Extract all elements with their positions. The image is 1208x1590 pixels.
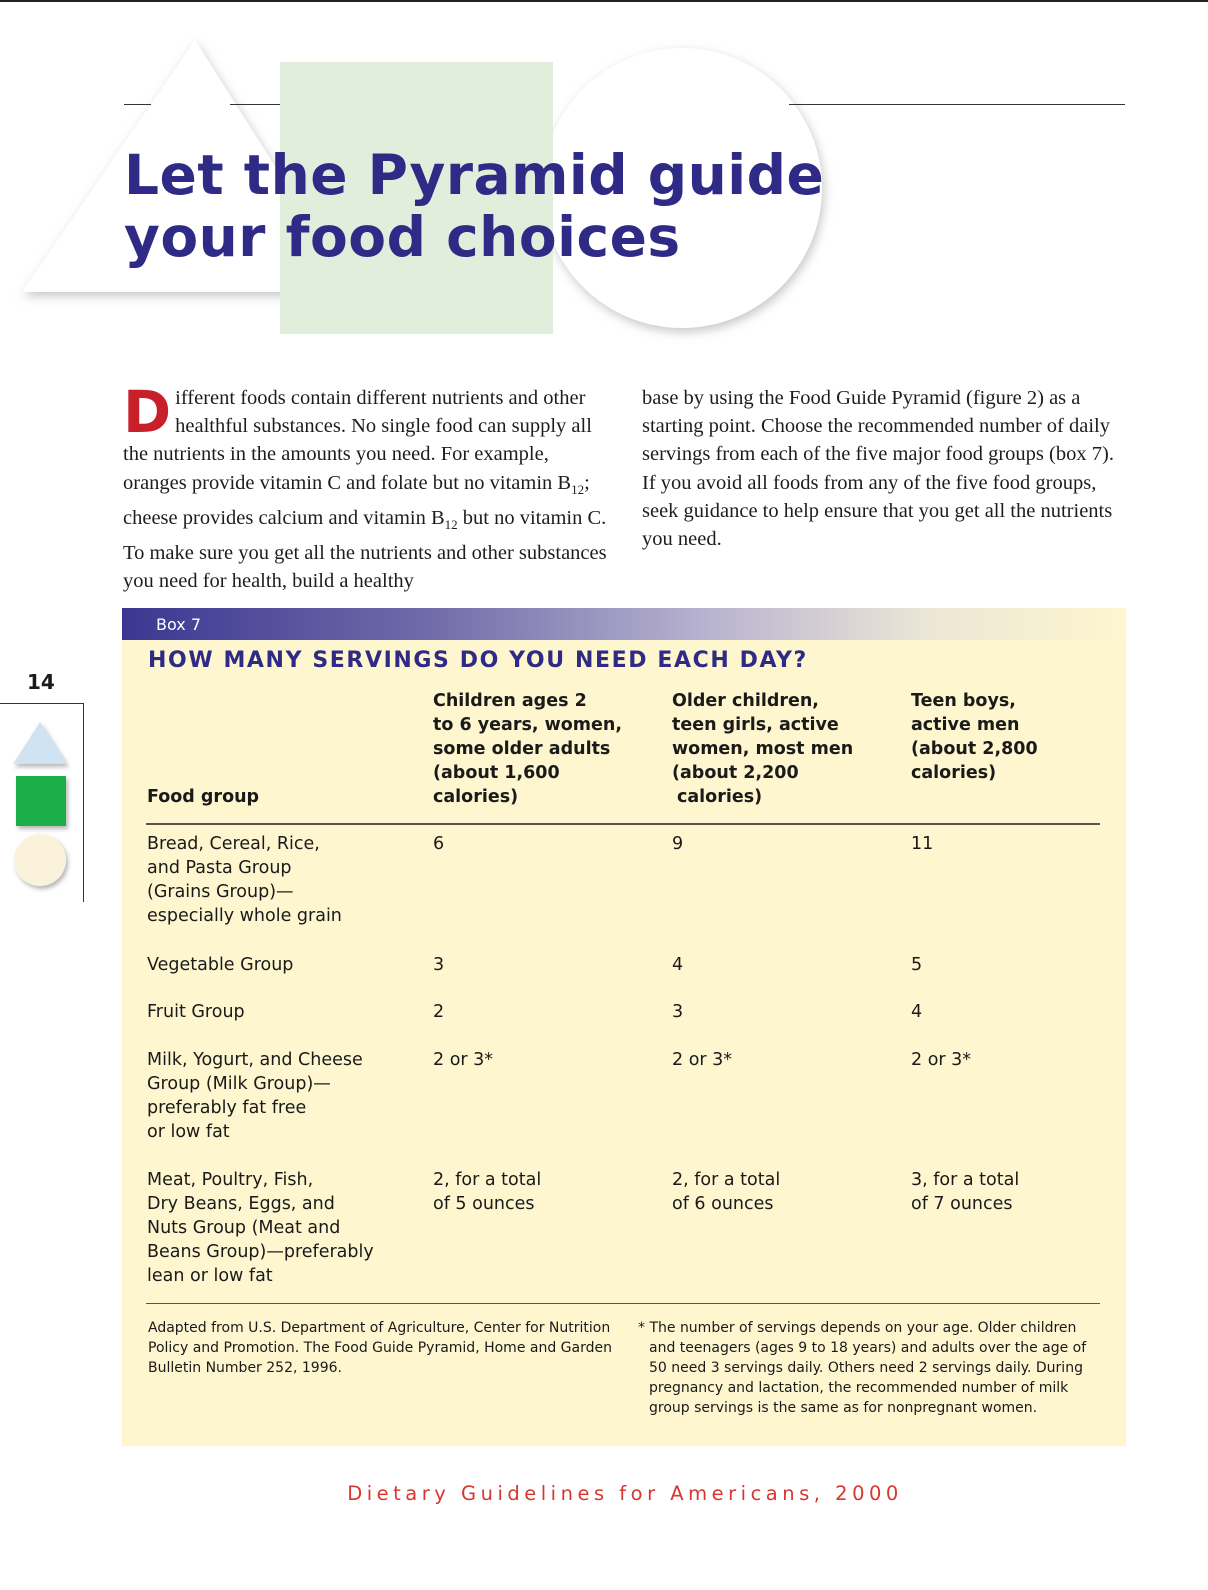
food-group-cell [147,1000,417,1024]
b12-letter: B [557,471,572,494]
servings-1600-cell [433,832,444,856]
box-label: Box 7 [156,615,202,634]
header-rule-right [789,104,1125,105]
food-group-line: lean or low fat [147,1266,273,1286]
header-2200-calories [672,689,853,809]
servings-value: 6 [433,834,445,854]
servings-2800-cell [911,832,933,856]
food-group-cell [147,1048,417,1144]
servings-1600-cell [433,1168,541,1216]
servings-value: 3 [433,955,445,975]
servings-2800-cell [911,953,922,977]
servings-value: 2 or 3* [433,1050,494,1070]
food-group-line: Milk, Yogurt, and Cheese [147,1050,363,1070]
title-line-1: Let the Pyramid guide [124,143,825,207]
food-group-cell [147,1168,417,1288]
food-group-line: Vegetable Group [147,955,294,975]
intro-text-2: ; cheese provides calcium and vitamin [123,471,590,529]
food-group-cell [147,953,417,977]
servings-value: 3 [672,1002,684,1022]
header-line: (about 2,800 [911,739,1038,759]
servings-1600-cell [433,953,444,977]
food-group-line: Beans Group)—preferably [147,1242,374,1262]
page-title [124,144,824,268]
header-line: Teen boys, [911,691,1016,711]
servings-value: 2 or 3* [672,1050,733,1070]
servings-value: 2 or 3* [911,1050,972,1070]
box-heading: HOW MANY SERVINGS DO YOU NEED EACH DAY? [148,648,808,673]
header-1600-calories [433,689,622,809]
title-line-2: your food choices [124,205,681,269]
header-line: calories) [911,763,997,783]
food-group-line: Dry Beans, Eggs, and [147,1194,335,1214]
servings-1600-cell [433,1048,493,1072]
footnote-text: * The number of servings depends on your age. Older children and teenagers (ages 9 to 18 years) and adults over the age of 50 need 3 servings daily. Others need 2 servings daily. During pregnancy and lactation, the recommended number of milk group servings is the same as for nonpregnant women. [638,1320,1087,1416]
food-group-line: or low fat [147,1122,230,1142]
intro-text-3: but no vitamin C. To make sure you get all the nutrients and other substances you need for health, build a healthy [123,506,607,593]
header-line: to 6 years, women, [433,715,623,735]
page-number: 14 [27,670,55,694]
b12-subscript-2: 12 [444,517,458,532]
food-group-line: preferably fat free [147,1098,307,1118]
servings-value: of 7 ounces [911,1194,1013,1214]
food-group-line: Meat, Poultry, Fish, [147,1170,314,1190]
header-2800-calories [911,689,1038,785]
servings-value: 2, for a total [672,1170,781,1190]
header-line: (about 2,200 [672,763,799,783]
header-line: calories) [677,787,763,807]
servings-2200-cell [672,1000,683,1024]
servings-value: 9 [672,834,684,854]
servings-value: 11 [911,834,934,854]
servings-value: of 6 ounces [672,1194,774,1214]
circle-icon [14,834,66,886]
servings-value: 2, for a total [433,1170,542,1190]
header-rule-left [124,104,151,105]
food-group-line: Bread, Cereal, Rice, [147,834,320,854]
servings-value: 2 [433,1002,445,1022]
servings-2200-cell [672,1048,732,1072]
food-group-line: and Pasta Group [147,858,292,878]
box-7 [122,608,1126,1446]
header-line: Children ages 2 [433,691,587,711]
header-line: calories) [433,787,519,807]
servings-value: 4 [672,955,684,975]
header-line: women, most men [672,739,854,759]
food-group-line: Nuts Group (Meat and [147,1218,341,1238]
servings-2800-cell [911,1000,922,1024]
food-group-line: Group (Milk Group)— [147,1074,331,1094]
side-shape-icons [10,718,80,893]
servings-value: 4 [911,1002,923,1022]
triangle-icon [13,722,67,764]
food-group-line: (Grains Group)— [147,882,294,902]
b12-subscript: 12 [571,481,585,497]
intro-text-1: ifferent foods contain different nutrients and other healthful substances. No single food can supply all the nutrients in the amounts you need. For example, oranges provide vitamin C and folate but no vitamin [123,387,592,494]
servings-value: 3, for a total [911,1170,1020,1190]
intro-text-4: base by using the Food Guide Pyramid (figure 2) as a starting point. Choose the recommended number of daily servings from each of the five major food groups (box 7). If you avoid all foods from any of the five food groups, seek guidance to help ensure that you get all the nutrients you need. [642,387,1114,551]
servings-value: 5 [911,955,923,975]
servings-2200-cell [672,953,683,977]
header-line: some older adults [433,739,611,759]
food-group-line: Fruit Group [147,1002,245,1022]
food-group-line: especially whole grain [147,906,342,926]
servings-2200-cell [672,1168,780,1216]
source-note: Adapted from U.S. Department of Agriculture, Center for Nutrition Policy and Promotion. The Food Guide Pyramid, Home and Garden Bulletin Number 252, 1996. [148,1320,612,1376]
header-rule-mid [230,104,280,105]
servings-value: of 5 ounces [433,1194,535,1214]
servings-2800-cell [911,1168,1019,1216]
box-header-bar [122,608,1126,640]
drop-cap: D [123,378,172,446]
table-header-rule [146,823,1100,825]
header-line: active men [911,715,1020,735]
square-icon [16,776,66,826]
table-footer-rule [146,1303,1100,1304]
footnote [638,1318,1098,1418]
servings-2800-cell [911,1048,971,1072]
publication-footer: Dietary Guidelines for Americans, 2000 [347,1482,903,1505]
servings-1600-cell [433,1000,444,1024]
intro-column-left [123,378,609,596]
food-group-cell [147,832,417,928]
header-food-group: Food group [147,787,260,807]
b12-letter-2: B [430,506,445,529]
header-line: teen girls, active [672,715,839,735]
intro-column-right [642,384,1122,553]
header-line: (about 1,600 [433,763,560,783]
header-line: Older children, [672,691,819,711]
servings-2200-cell [672,832,683,856]
